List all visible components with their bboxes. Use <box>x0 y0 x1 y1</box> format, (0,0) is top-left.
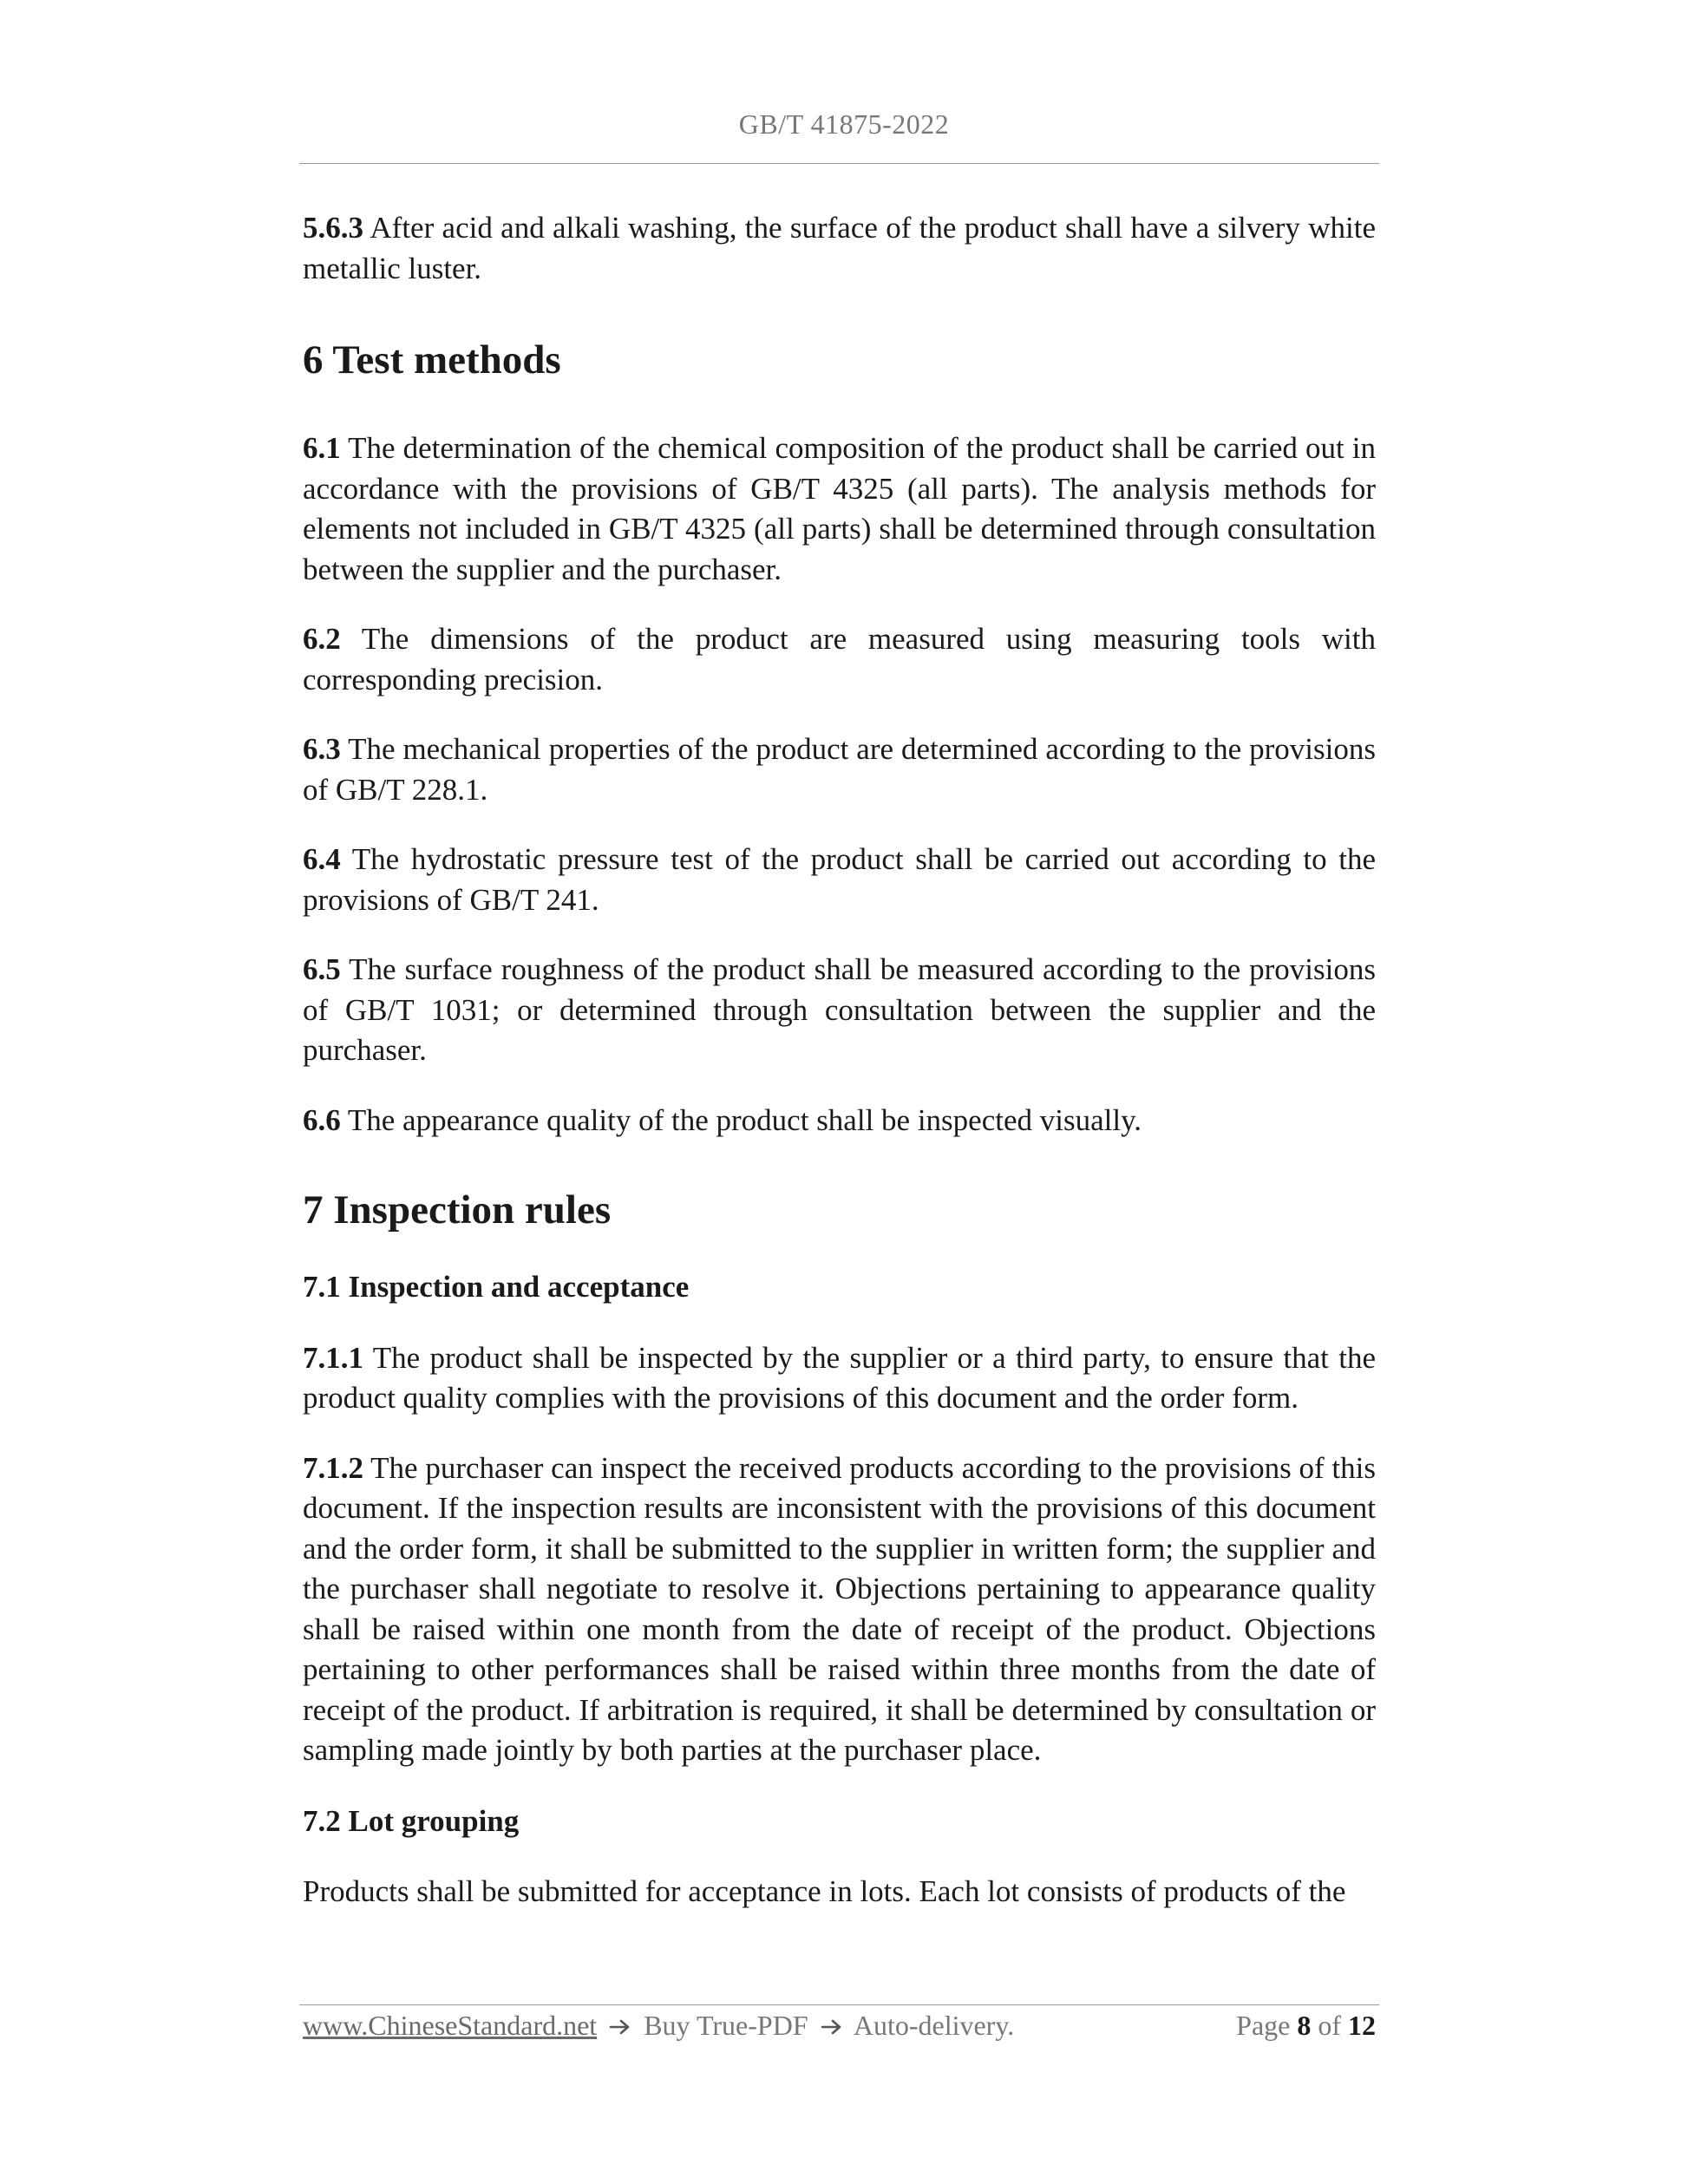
clause-7-1-1 <box>303 1338 1376 1419</box>
clause-number: 7.1.2 <box>303 1450 363 1485</box>
clause-6-5 <box>303 950 1376 1071</box>
clause-number: 6.6 <box>303 1102 341 1137</box>
clause-number: 7.1.1 <box>303 1340 363 1375</box>
clause-text: The surface roughness of the product shall be measured according to the provisions of GB/T 1031; or determined through consultation between the supplier and the purchaser. <box>303 952 1376 1067</box>
clause-number: 6.1 <box>303 431 341 465</box>
clause-6-4 <box>303 840 1376 920</box>
website-link[interactable]: www.ChineseStandard.net <box>303 2010 598 2041</box>
section-heading-7: 7 Inspection rules <box>303 1187 612 1233</box>
page-indicator <box>1236 2006 1376 2044</box>
footer-promo <box>303 2006 1014 2044</box>
clause-text: The dimensions of the product are measured using measuring tools with corresponding precision. <box>303 622 1376 696</box>
clause-5-6-3 <box>303 208 1376 289</box>
header-title: GB/T 41875-2022 <box>738 108 950 140</box>
clause-6-1 <box>303 428 1376 590</box>
subsection-heading-7-2: 7.2 Lot grouping <box>303 1803 520 1838</box>
clause-6-2 <box>303 619 1376 700</box>
clause-number: 6.3 <box>303 732 341 766</box>
clause-number: 5.6.3 <box>303 211 363 245</box>
header-divider <box>299 163 1379 164</box>
clause-text: After acid and alkali washing, the surface of the product shall have a silvery white metallic luster. <box>303 211 1376 285</box>
clause-text: The purchaser can inspect the received products according to the provisions of this document. If the inspection results are inconsistent with the provisions of this document and the order form, it shall be submitted to the supplier in written form; the supplier and the purchaser shall negotiate to resolve it. Objections pertaining to appearance quality shall be raised within one month from the date of receipt of the product. Objections pertaining to other performances shall be raised within three months from the date of receipt of the product. If arbitration is required, it shall be determined by consultation or sampling made jointly by both parties at the purchaser place. <box>303 1450 1376 1767</box>
footer-divider <box>299 2004 1379 2005</box>
clause-6-6 <box>303 1101 1376 1141</box>
clause-text: The determination of the chemical composition of the product shall be carried out in accordance with the provisions of GB/T 4325 (all parts). The analysis methods for elements not included in GB/T 4325 (all parts) shall be determined through consultation between the supplier and the purchaser. <box>303 431 1376 586</box>
auto-delivery-text: Auto-delivery. <box>853 2010 1015 2041</box>
of-label: of <box>1318 2010 1341 2041</box>
clause-text: The mechanical properties of the product are determined according to the provisions of GB/T 228.1. <box>303 732 1376 807</box>
clause-number: 6.5 <box>303 952 341 986</box>
clause-6-3 <box>303 729 1376 810</box>
clause-7-1-2 <box>303 1448 1376 1771</box>
clause-number: 6.2 <box>303 622 341 656</box>
clause-text: The appearance quality of the product shall be inspected visually. <box>347 1102 1142 1137</box>
page-label: Page <box>1236 2010 1291 2041</box>
total-pages-number: 12 <box>1348 2010 1376 2041</box>
section-heading-6: 6 Test methods <box>303 337 561 383</box>
clause-text: The product shall be inspected by the supplier or a third party, to ensure that the product quality complies with the provisions of this document and the order form. <box>303 1340 1376 1415</box>
subsection-heading-7-1: 7.1 Inspection and acceptance <box>303 1270 690 1304</box>
clause-number: 6.4 <box>303 842 341 876</box>
arrow-right-icon <box>821 2018 843 2036</box>
clause-text: The hydrostatic pressure test of the product shall be carried out according to the provisions of GB/T 241. <box>303 842 1377 917</box>
clause-7-2-text: Products shall be submitted for acceptance in lots. Each lot consists of products of the <box>303 1874 1346 1908</box>
page-content <box>303 208 1376 1913</box>
arrow-right-icon <box>609 2018 631 2036</box>
buy-true-pdf-text: Buy True-PDF <box>644 2010 808 2041</box>
current-page-number: 8 <box>1297 2010 1312 2041</box>
